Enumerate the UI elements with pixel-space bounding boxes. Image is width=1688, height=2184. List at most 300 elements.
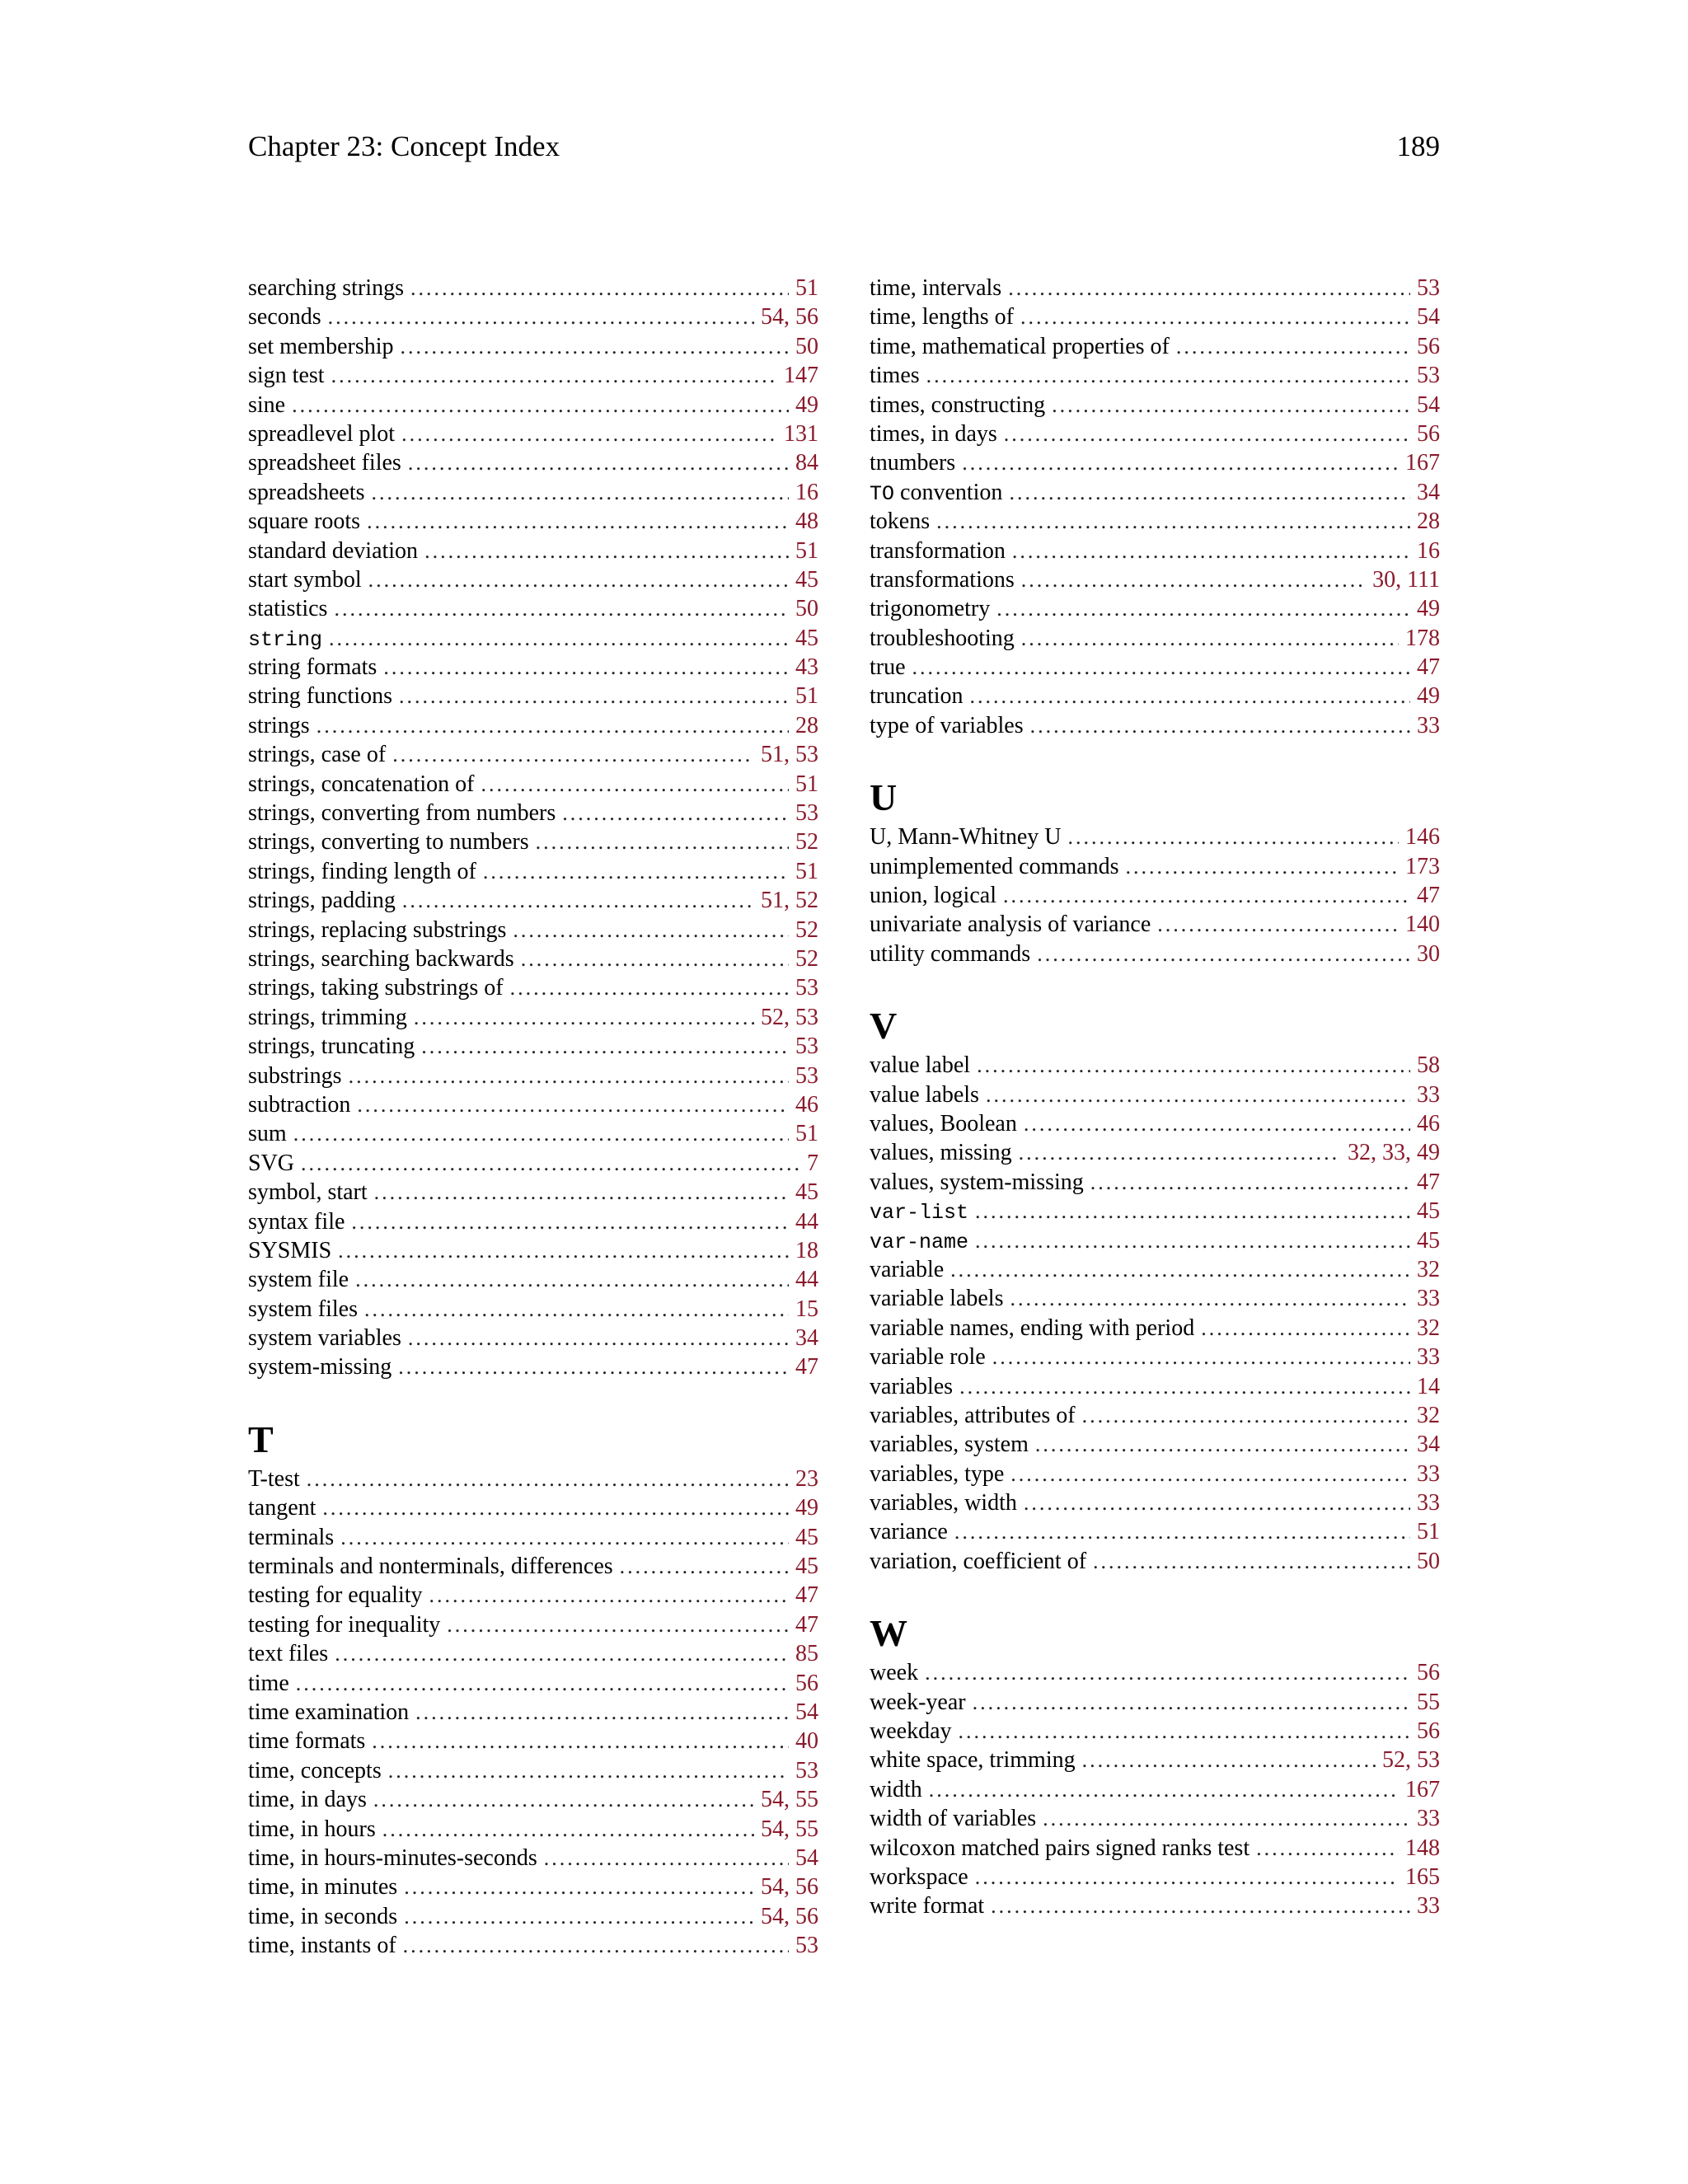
- index-term: times, in days: [870, 420, 997, 447]
- page-reference-link[interactable]: 46: [795, 1091, 818, 1118]
- index-entry: [870, 1717, 1440, 1746]
- index-term: time, in seconds: [248, 1903, 398, 1929]
- dot-leader: [977, 1051, 1410, 1080]
- page-reference-link[interactable]: 131: [784, 420, 818, 447]
- index-term: sum: [248, 1121, 287, 1147]
- page-reference-link[interactable]: 16: [795, 479, 818, 505]
- dot-leader: [1201, 1314, 1410, 1343]
- index-entry: [870, 852, 1440, 881]
- page-reference-link[interactable]: 53: [1417, 275, 1440, 301]
- dot-leader: [1052, 391, 1410, 419]
- page-reference-link[interactable]: 33: [1417, 1344, 1440, 1371]
- dot-leader: [382, 1815, 754, 1844]
- index-entry: [248, 419, 818, 448]
- page-reference-link[interactable]: 47: [1417, 654, 1440, 681]
- dot-leader: [340, 1523, 789, 1552]
- page-reference-link[interactable]: 40: [795, 1728, 818, 1755]
- index-term: var-list: [870, 1201, 969, 1226]
- page-reference-link[interactable]: 45: [795, 625, 818, 651]
- page-reference-link[interactable]: 178: [1405, 625, 1440, 651]
- dot-leader: [399, 682, 789, 710]
- page-reference-link[interactable]: 33: [1417, 1081, 1440, 1108]
- dot-leader: [1157, 910, 1399, 939]
- page-number: 189: [1396, 130, 1440, 162]
- page-reference-link[interactable]: 51: [1417, 1519, 1440, 1545]
- index-entry: [870, 1080, 1440, 1109]
- index-term: set membership: [248, 333, 394, 359]
- page-reference-link[interactable]: 14: [1417, 1373, 1440, 1399]
- page-reference-link[interactable]: 49: [1417, 683, 1440, 710]
- index-entry: [870, 682, 1440, 710]
- index-term: write format: [870, 1893, 985, 1919]
- dot-leader: [364, 1295, 789, 1324]
- page-reference-link[interactable]: 7: [807, 1150, 818, 1176]
- dot-leader: [1024, 1488, 1410, 1517]
- index-term: white space, trimming: [870, 1747, 1076, 1774]
- page-reference-link[interactable]: 43: [795, 654, 818, 681]
- index-term: wilcoxon matched pairs signed ranks test: [870, 1835, 1250, 1861]
- dot-leader: [973, 1688, 1410, 1717]
- page-reference-link[interactable]: 33: [1417, 1460, 1440, 1487]
- dot-leader: [331, 361, 777, 390]
- page-reference-link[interactable]: 50: [795, 596, 818, 622]
- page-reference-link[interactable]: 53: [795, 1033, 818, 1060]
- page-reference-link[interactable]: 56: [1417, 1718, 1440, 1745]
- page-reference-link[interactable]: 32, 33, 49: [1348, 1140, 1440, 1166]
- page-reference-link[interactable]: 56: [1417, 1660, 1440, 1686]
- index-entry: [248, 799, 818, 827]
- dot-leader: [296, 1669, 789, 1698]
- index-term: system variables: [248, 1325, 401, 1352]
- index-term: time, lengths of: [870, 304, 1014, 330]
- index-term: strings, concatenation of: [248, 771, 475, 797]
- index-term: variance: [870, 1519, 948, 1545]
- index-entry: [870, 507, 1440, 536]
- index-entry: [870, 391, 1440, 419]
- dot-leader: [334, 594, 789, 623]
- index-entry: [248, 1756, 818, 1785]
- index-entry: [870, 302, 1440, 331]
- index-entry: [870, 1168, 1440, 1197]
- page-reference-link[interactable]: 165: [1405, 1863, 1440, 1890]
- page-reference-link[interactable]: 23: [795, 1465, 818, 1492]
- dot-leader: [536, 827, 789, 856]
- index-term: symbol, start: [248, 1179, 368, 1206]
- dot-leader: [372, 1727, 789, 1755]
- page-reference-link[interactable]: 56: [1417, 333, 1440, 359]
- dot-leader: [959, 1717, 1410, 1746]
- page-reference-link[interactable]: 140: [1405, 912, 1440, 938]
- page-reference-link[interactable]: 32: [1417, 1315, 1440, 1341]
- page-reference-link[interactable]: 47: [795, 1354, 818, 1380]
- index-entry: [248, 1785, 818, 1814]
- page-reference-link[interactable]: 146: [1405, 824, 1440, 851]
- index-list-s: [248, 274, 818, 1382]
- page-reference-link[interactable]: 47: [795, 1611, 818, 1638]
- dot-leader: [975, 1863, 1399, 1891]
- page-reference-link[interactable]: 148: [1405, 1835, 1440, 1861]
- index-entry: [248, 827, 818, 856]
- index-column-left: [248, 274, 818, 1960]
- index-term: spreadsheet files: [248, 450, 401, 476]
- index-entry: [248, 770, 818, 799]
- page-reference-link[interactable]: 50: [795, 333, 818, 359]
- dot-leader: [1020, 302, 1410, 331]
- dot-leader: [355, 1265, 789, 1294]
- index-term: time examination: [248, 1699, 410, 1725]
- index-term: tangent: [248, 1495, 316, 1521]
- dot-leader: [1082, 1401, 1410, 1430]
- index-list-v: [870, 1051, 1440, 1576]
- dot-leader: [959, 1372, 1410, 1401]
- page-reference-link[interactable]: 54, 56: [761, 1903, 818, 1929]
- page-reference-link[interactable]: 30: [1417, 940, 1440, 967]
- index-term: string formats: [248, 654, 377, 681]
- page-reference-link[interactable]: 45: [795, 1524, 818, 1550]
- page-reference-link[interactable]: 84: [795, 450, 818, 476]
- dot-leader: [1003, 881, 1410, 910]
- page-reference-link[interactable]: 33: [1417, 712, 1440, 738]
- dot-leader: [1035, 1430, 1410, 1459]
- index-entry: [248, 1931, 818, 1960]
- index-entry: [870, 1804, 1440, 1833]
- dot-leader: [996, 594, 1410, 623]
- dot-leader: [1176, 332, 1410, 361]
- dot-leader: [414, 1003, 754, 1032]
- dot-leader: [562, 799, 789, 827]
- index-term: variation, coefficient of: [870, 1548, 1087, 1574]
- index-entry: [248, 1119, 818, 1148]
- index-entry: [248, 740, 818, 769]
- page-reference-link[interactable]: 51: [795, 683, 818, 710]
- page-reference-link[interactable]: 56: [795, 1670, 818, 1696]
- page-reference-link[interactable]: 51, 52: [761, 888, 818, 914]
- page-reference-link[interactable]: 32: [1417, 1402, 1440, 1428]
- index-term: variables: [870, 1373, 954, 1399]
- page-reference-link[interactable]: 54: [1417, 304, 1440, 330]
- index-section-w: [870, 1609, 1440, 1921]
- index-entry: [870, 1775, 1440, 1804]
- index-entry: [248, 1465, 818, 1493]
- page-reference-link[interactable]: 53: [795, 800, 818, 827]
- index-entry: [870, 881, 1440, 910]
- page-reference-link[interactable]: 45: [795, 1554, 818, 1580]
- index-term: variable names, ending with period: [870, 1315, 1195, 1341]
- index-term: standard deviation: [248, 537, 419, 564]
- index-term: spreadlevel plot: [248, 420, 396, 447]
- index-list-t: [248, 1465, 818, 1961]
- page-reference-link[interactable]: 54, 56: [761, 1874, 818, 1900]
- dot-leader: [293, 1119, 789, 1148]
- index-term: searching strings: [248, 275, 404, 301]
- page-reference-link[interactable]: 55: [1417, 1689, 1440, 1715]
- dot-leader: [351, 1207, 789, 1236]
- page-reference-link[interactable]: 167: [1405, 450, 1440, 476]
- index-term: time: [248, 1670, 289, 1696]
- index-term: time formats: [248, 1728, 366, 1755]
- index-entry: [248, 507, 818, 536]
- index-entry: [870, 1284, 1440, 1313]
- index-section-t: [248, 1415, 818, 1961]
- page-reference-link[interactable]: 51, 53: [761, 742, 818, 768]
- dot-leader: [410, 274, 789, 302]
- dot-leader: [544, 1844, 789, 1872]
- page-reference-link[interactable]: 18: [795, 1237, 818, 1263]
- page-reference-link[interactable]: 33: [1417, 1806, 1440, 1832]
- index-column-right: [870, 274, 1440, 1921]
- index-term: U, Mann-Whitney U: [870, 824, 1062, 851]
- index-term: week: [870, 1660, 919, 1686]
- index-term: spreadsheets: [248, 479, 365, 505]
- index-term: unimplemented commands: [870, 853, 1119, 879]
- page-reference-link[interactable]: 48: [795, 509, 818, 535]
- page-reference-link[interactable]: 34: [1417, 479, 1440, 505]
- index-entry: [248, 1698, 818, 1727]
- index-entry: [248, 1003, 818, 1032]
- page-reference-link[interactable]: 47: [1417, 883, 1440, 909]
- index-entry: [248, 944, 818, 973]
- index-entry: [248, 1090, 818, 1119]
- index-entry: [870, 1138, 1440, 1167]
- index-entry: [870, 1863, 1440, 1891]
- page-reference-link[interactable]: 52, 53: [1382, 1747, 1440, 1774]
- dot-leader: [372, 478, 789, 507]
- page-reference-link[interactable]: 49: [795, 1495, 818, 1521]
- index-entry: [870, 1891, 1440, 1920]
- dot-leader: [481, 770, 789, 799]
- dot-leader: [925, 1658, 1410, 1687]
- page-reference-link[interactable]: 49: [795, 391, 818, 418]
- dot-leader: [383, 653, 789, 682]
- page-reference-link[interactable]: 34: [1417, 1432, 1440, 1458]
- page-reference-link[interactable]: 51: [795, 1121, 818, 1147]
- index-term: system file: [248, 1267, 349, 1293]
- page-reference-link[interactable]: 53: [795, 1062, 818, 1089]
- index-term: seconds: [248, 304, 321, 330]
- page-reference-link[interactable]: 53: [1417, 363, 1440, 389]
- page-reference-link[interactable]: 45: [795, 1179, 818, 1206]
- page-reference-link[interactable]: 147: [784, 363, 818, 389]
- dot-leader: [521, 944, 789, 973]
- page-reference-link[interactable]: 46: [1417, 1110, 1440, 1137]
- page-reference-link[interactable]: 50: [1417, 1548, 1440, 1574]
- index-term: strings, taking substrings of: [248, 975, 504, 1001]
- page-reference-link[interactable]: 53: [795, 1757, 818, 1783]
- index-term: subtraction: [248, 1091, 351, 1118]
- index-term: true: [870, 654, 906, 681]
- index-term: variable role: [870, 1344, 986, 1371]
- index-term: string: [248, 627, 323, 652]
- page-reference-link[interactable]: 51: [795, 537, 818, 564]
- dot-leader: [388, 1756, 789, 1785]
- page-reference-link[interactable]: 47: [795, 1582, 818, 1609]
- dot-leader: [1010, 1284, 1410, 1313]
- index-term: time, instants of: [248, 1933, 396, 1959]
- index-entry: [870, 1314, 1440, 1343]
- index-term: univariate analysis of variance: [870, 912, 1151, 938]
- index-term: syntax file: [248, 1208, 345, 1235]
- index-term: substrings: [248, 1062, 342, 1089]
- page-reference-link[interactable]: 167: [1405, 1776, 1440, 1802]
- index-term: time, intervals: [870, 275, 1002, 301]
- page-reference-link[interactable]: 45: [795, 566, 818, 593]
- index-entry: [870, 1226, 1440, 1255]
- page-reference-link[interactable]: 15: [795, 1296, 818, 1322]
- index-entry: [248, 1727, 818, 1755]
- page-reference-link[interactable]: 34: [795, 1325, 818, 1352]
- page-reference-link[interactable]: 54, 55: [761, 1816, 818, 1842]
- page-reference-link[interactable]: 28: [795, 712, 818, 738]
- index-term: time, in hours-minutes-seconds: [248, 1844, 537, 1871]
- dot-leader: [398, 1352, 789, 1381]
- index-entry: [870, 478, 1440, 507]
- section-letter-v: V: [870, 1005, 898, 1047]
- index-entry: [870, 594, 1440, 623]
- page-reference-link[interactable]: 51: [795, 771, 818, 797]
- index-term: string functions: [248, 683, 392, 710]
- index-entry: [248, 1552, 818, 1581]
- page-reference-link[interactable]: 173: [1405, 853, 1440, 879]
- index-term: system files: [248, 1296, 358, 1322]
- dot-leader: [950, 1255, 1410, 1284]
- index-entry: [248, 682, 818, 710]
- page-reference-link[interactable]: 85: [795, 1641, 818, 1667]
- page-reference-link[interactable]: 51: [795, 275, 818, 301]
- index-entry: [870, 1430, 1440, 1459]
- index-entry: [248, 1844, 818, 1872]
- dot-leader: [1068, 823, 1399, 851]
- dot-leader: [367, 507, 789, 536]
- index-entry: [870, 565, 1440, 594]
- index-term: tokens: [870, 509, 931, 535]
- index-entry: [248, 1149, 818, 1178]
- index-entry: [248, 973, 818, 1002]
- page-reference-link[interactable]: 54: [1417, 391, 1440, 418]
- index-term: variable: [870, 1256, 945, 1282]
- index-entry: [248, 332, 818, 361]
- page-reference-link[interactable]: 54: [795, 1844, 818, 1871]
- page-reference-link[interactable]: 47: [1417, 1169, 1440, 1195]
- index-entry: [248, 1581, 818, 1610]
- dot-leader: [1256, 1834, 1399, 1863]
- index-entry: [248, 1324, 818, 1352]
- page-reference-link[interactable]: 51: [795, 858, 818, 884]
- index-entry: [248, 1493, 818, 1522]
- page-reference-link[interactable]: 32: [1417, 1256, 1440, 1282]
- dot-leader: [403, 1931, 789, 1960]
- dot-leader: [292, 391, 789, 419]
- page-reference-link[interactable]: 52, 53: [761, 1004, 818, 1030]
- dot-leader: [447, 1610, 789, 1639]
- page-reference-link[interactable]: 58: [1417, 1052, 1440, 1079]
- dot-leader: [374, 1178, 789, 1207]
- index-list-t-continued: [870, 274, 1440, 740]
- page-reference-link[interactable]: 52: [795, 916, 818, 943]
- dot-leader: [404, 1872, 754, 1901]
- page-reference-link[interactable]: 54: [795, 1699, 818, 1725]
- page-header: [248, 130, 1440, 163]
- page-reference-link[interactable]: 45: [1417, 1227, 1440, 1254]
- index-entry: [870, 1255, 1440, 1284]
- page-reference-link[interactable]: 33: [1417, 1286, 1440, 1312]
- dot-leader: [329, 624, 789, 653]
- page-reference-link[interactable]: 33: [1417, 1893, 1440, 1919]
- index-term: time, concepts: [248, 1757, 382, 1783]
- dot-leader: [1090, 1168, 1410, 1197]
- index-term: strings, converting to numbers: [248, 829, 529, 855]
- page-reference-link[interactable]: 49: [1417, 596, 1440, 622]
- index-entry: [248, 1669, 818, 1698]
- dot-leader: [392, 740, 754, 769]
- page-reference-link[interactable]: 54, 56: [761, 304, 818, 330]
- index-term: values, missing: [870, 1140, 1012, 1166]
- index-entry: [248, 1523, 818, 1552]
- page-reference-link[interactable]: 33: [1417, 1490, 1440, 1516]
- dot-leader: [510, 973, 789, 1002]
- index-entry: [870, 419, 1440, 448]
- page-reference-link[interactable]: 52: [795, 945, 818, 972]
- index-term: statistics: [248, 596, 328, 622]
- page-reference-link[interactable]: 44: [795, 1267, 818, 1293]
- index-term: times, constructing: [870, 391, 1046, 418]
- index-entry: [248, 1872, 818, 1901]
- page-reference-link[interactable]: 53: [795, 1933, 818, 1959]
- dot-leader: [986, 1080, 1410, 1109]
- index-term: strings, replacing substrings: [248, 916, 507, 943]
- index-entry: [248, 448, 818, 477]
- page-reference-link[interactable]: 45: [1417, 1198, 1440, 1225]
- index-term: var-name: [870, 1230, 969, 1254]
- index-entry: [870, 823, 1440, 851]
- dot-leader: [975, 1197, 1410, 1226]
- index-term: week-year: [870, 1689, 966, 1715]
- dot-leader: [322, 1493, 789, 1522]
- index-term: transformation: [870, 537, 1006, 564]
- index-term: SVG: [248, 1150, 295, 1176]
- index-term: values, Boolean: [870, 1110, 1017, 1137]
- index-entry: [248, 624, 818, 653]
- index-term: strings, truncating: [248, 1033, 415, 1060]
- index-entry: [870, 1343, 1440, 1371]
- index-entry: [870, 1547, 1440, 1576]
- dot-leader: [483, 857, 789, 886]
- index-term: width: [870, 1776, 922, 1802]
- page-reference-link[interactable]: 44: [795, 1208, 818, 1235]
- dot-leader: [1037, 940, 1410, 968]
- index-entry: [248, 857, 818, 886]
- index-section-v: [870, 1001, 1440, 1576]
- page-reference-link[interactable]: 16: [1417, 537, 1440, 564]
- index-term: value label: [870, 1052, 971, 1079]
- index-term: weekday: [870, 1718, 952, 1745]
- index-term: strings, padding: [248, 888, 396, 914]
- dot-leader: [429, 1581, 789, 1610]
- index-entry: [870, 537, 1440, 565]
- page-reference-link[interactable]: 28: [1417, 509, 1440, 535]
- dot-leader: [992, 1343, 1410, 1371]
- page-reference-link[interactable]: 56: [1417, 420, 1440, 447]
- page-reference-link[interactable]: 54, 55: [761, 1787, 818, 1813]
- dot-leader: [962, 448, 1399, 477]
- page-reference-link[interactable]: 52: [795, 829, 818, 855]
- index-term: terminals and nonterminals, differences: [248, 1554, 613, 1580]
- page-reference-link[interactable]: 53: [795, 975, 818, 1001]
- index-entry: [870, 1109, 1440, 1138]
- section-letter-t: T: [248, 1418, 274, 1460]
- index-list-w: [870, 1658, 1440, 1921]
- dot-leader: [301, 1149, 800, 1178]
- page-reference-link[interactable]: 30, 111: [1372, 566, 1440, 593]
